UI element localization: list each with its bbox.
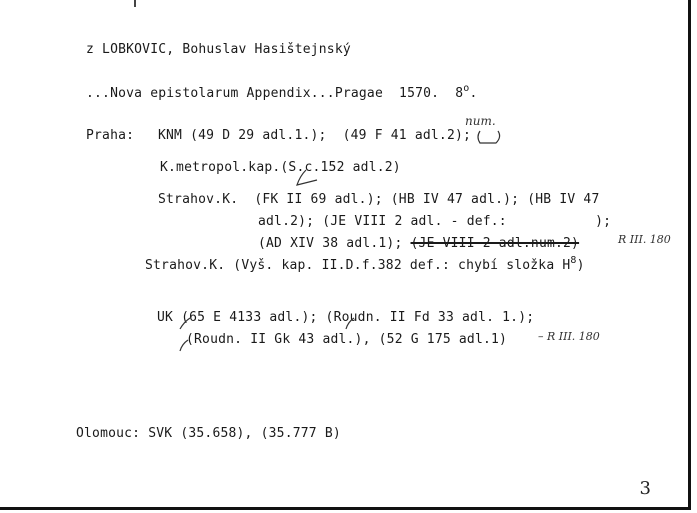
- card-heading: z LOBKOVIC, Bohuslav Hasištejnský: [86, 42, 351, 57]
- card-title: [86, 83, 478, 103]
- praha-line-2: K.metropol.kap.(S.c.152 adl.2): [160, 160, 401, 175]
- praha-label: Praha:: [86, 128, 135, 143]
- page-number: 3: [639, 478, 651, 499]
- top-edge-mark: [134, 0, 136, 7]
- praha-line-1: KNM (49 D 29 adl.1.); (49 F 41 adl.2);: [158, 128, 472, 143]
- praha-line-5: [258, 236, 579, 252]
- praha-line-8: (Roudn. II Gk 43 adl.), (52 G 175 adl.1): [186, 332, 508, 347]
- handwritten-shelf-note-2: – R III. 180: [538, 330, 600, 343]
- line-6-superscript: 8: [570, 255, 577, 266]
- title-end: .: [469, 86, 478, 101]
- olomouc-line: Olomouc: SVK (35.658), (35.777 B): [76, 426, 341, 441]
- title-text: ...Nova epistolarum Appendix...Pragae 1570. 8: [86, 86, 464, 101]
- praha-line-5-text: (AD XIV 38 adl.1);: [258, 236, 411, 251]
- line-6-end: ): [576, 258, 585, 273]
- handwritten-shelf-note-1: R III. 180: [618, 233, 671, 246]
- handwritten-num-note: num.: [465, 114, 496, 128]
- title-superscript: o: [463, 83, 470, 94]
- praha-line-4: adl.2); (JE VIII 2 adl. - def.: );: [258, 214, 612, 229]
- praha-line-6-text: Strahov.K. (Vyš. kap. II.D.f.382 def.: chybí složka H: [145, 258, 571, 273]
- struck-entry: (JE VIII 2 adl.num.2): [410, 236, 580, 251]
- praha-line-3: Strahov.K. (FK II 69 adl.); (HB IV 47 adl.); (HB IV 47: [158, 192, 600, 207]
- praha-line-6: [145, 255, 585, 275]
- praha-line-7: UK (65 E 4133 adl.); (Roudn. II Fd 33 adl. 1.);: [157, 310, 535, 325]
